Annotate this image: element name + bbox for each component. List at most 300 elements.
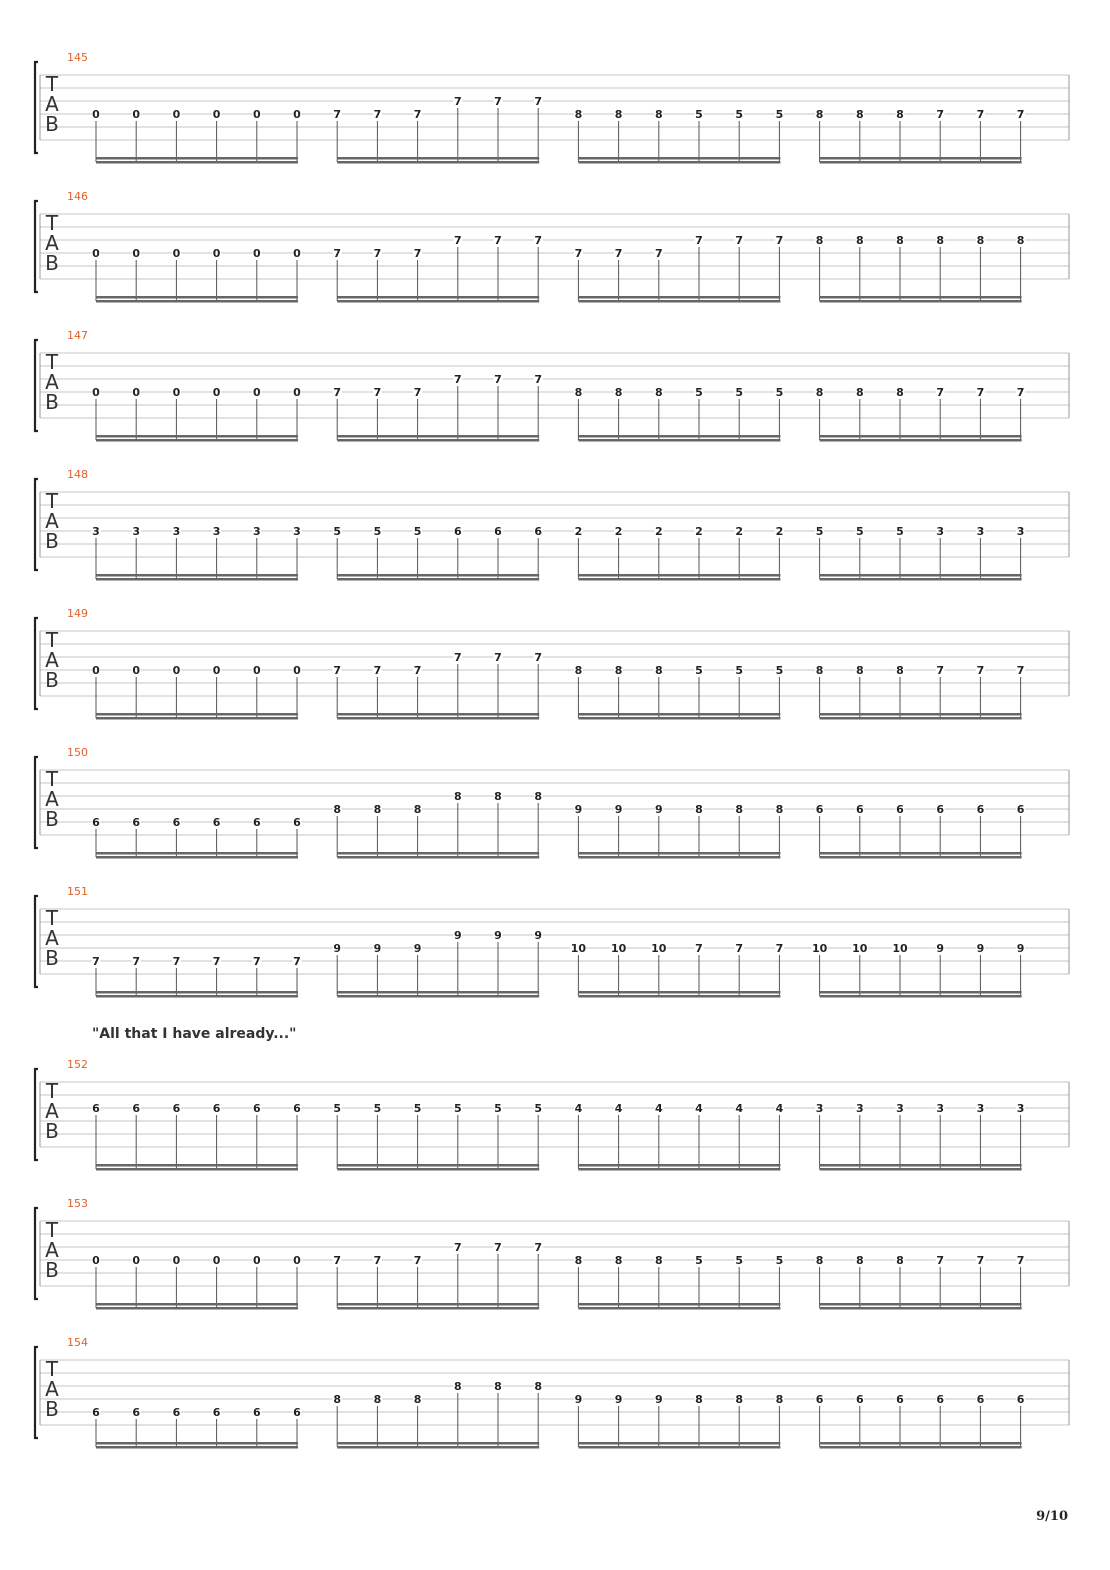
fret-number: 7 [695, 234, 703, 247]
fret-number: 7 [936, 1254, 945, 1267]
fret-number: 8 [373, 1393, 382, 1406]
beam [820, 157, 1022, 160]
fret-number: 0 [92, 386, 100, 399]
tab-clef-letter: B [45, 251, 59, 275]
beam [578, 856, 780, 859]
fret-number: 4 [695, 1102, 703, 1115]
fret-number: 8 [815, 108, 824, 121]
fret-number: 7 [333, 247, 342, 260]
tab-clef-letter: T [45, 1357, 59, 1381]
fret-number: 7 [453, 234, 462, 247]
beam [96, 435, 298, 438]
beam [96, 1446, 298, 1449]
fret-number: 0 [212, 664, 221, 677]
fret-number: 7 [735, 942, 744, 955]
fret-number: 8 [574, 108, 583, 121]
fret-number: 5 [775, 1254, 784, 1267]
fret-number: 7 [695, 942, 703, 955]
fret-number: 0 [212, 1254, 221, 1267]
fret-number: 9 [453, 929, 462, 942]
measure-number: 152 [67, 1058, 88, 1071]
fret-number: 7 [574, 247, 583, 260]
system-bracket [35, 1069, 38, 1160]
fret-number: 7 [494, 373, 502, 386]
fret-number: 6 [92, 1406, 100, 1419]
fret-number: 6 [252, 1406, 261, 1419]
fret-number: 5 [413, 525, 422, 538]
page-number: 9/10 [1036, 1509, 1068, 1524]
fret-number: 7 [976, 108, 985, 121]
beam [96, 1303, 298, 1306]
beam [820, 1442, 1022, 1445]
fret-number: 7 [976, 664, 985, 677]
fret-number: 5 [333, 1102, 342, 1115]
measure-number: 145 [67, 51, 88, 64]
fret-number: 6 [855, 1393, 864, 1406]
fret-number: 10 [651, 942, 667, 955]
tab-clef-letter: B [45, 1397, 59, 1421]
beam [96, 713, 298, 716]
fret-number: 4 [654, 1102, 663, 1115]
fret-number: 7 [534, 234, 543, 247]
measure-number: 148 [67, 468, 88, 481]
tab-clef-letter: B [45, 1119, 59, 1143]
system-bracket [35, 340, 38, 431]
fret-number: 8 [815, 234, 824, 247]
fret-number: 5 [775, 386, 784, 399]
beam [820, 578, 1022, 581]
fret-number: 7 [333, 664, 342, 677]
tab-clef-letter: T [45, 350, 59, 374]
fret-number: 2 [735, 525, 744, 538]
fret-number: 8 [896, 108, 904, 121]
fret-number: 3 [212, 525, 221, 538]
beam [96, 1442, 298, 1445]
fret-number: 5 [896, 525, 904, 538]
beam [820, 300, 1022, 303]
beam [578, 852, 780, 855]
fret-number: 0 [92, 1254, 100, 1267]
fret-number: 6 [293, 1406, 301, 1419]
fret-number: 8 [855, 664, 864, 677]
fret-number: 5 [735, 108, 744, 121]
beam [96, 439, 298, 442]
fret-number: 6 [896, 1393, 904, 1406]
fret-number: 7 [1016, 1254, 1025, 1267]
fret-number: 5 [534, 1102, 543, 1115]
tab-clef-letter: T [45, 72, 59, 96]
fret-number: 7 [534, 651, 543, 664]
tab-clef-letter: A [45, 1377, 59, 1401]
fret-number: 8 [896, 1254, 904, 1267]
fret-number: 9 [654, 1393, 663, 1406]
fret-number: 0 [293, 664, 301, 677]
fret-number: 6 [453, 525, 462, 538]
tab-clef-letter: A [45, 787, 59, 811]
fret-number: 7 [976, 386, 985, 399]
fret-number: 6 [1016, 1393, 1025, 1406]
tab-clef-letter: A [45, 648, 59, 672]
fret-number: 5 [453, 1102, 462, 1115]
tab-clef-letter: A [45, 1238, 59, 1262]
fret-number: 6 [936, 803, 945, 816]
beam [820, 717, 1022, 720]
fret-number: 8 [494, 790, 502, 803]
beam [578, 161, 780, 164]
fret-number: 9 [413, 942, 422, 955]
fret-number: 7 [92, 955, 100, 968]
fret-number: 8 [494, 1380, 502, 1393]
fret-number: 8 [574, 1254, 583, 1267]
fret-number: 8 [413, 1393, 422, 1406]
fret-number: 8 [413, 803, 422, 816]
fret-number: 6 [92, 816, 100, 829]
beam [820, 1307, 1022, 1310]
fret-number: 3 [976, 1102, 985, 1115]
fret-number: 8 [614, 386, 623, 399]
fret-number: 3 [936, 1102, 945, 1115]
fret-number: 7 [1016, 108, 1025, 121]
beam [578, 1446, 780, 1449]
fret-number: 8 [735, 803, 744, 816]
fret-number: 9 [976, 942, 985, 955]
fret-number: 0 [252, 664, 261, 677]
fret-number: 8 [574, 386, 583, 399]
fret-number: 10 [570, 942, 587, 955]
fret-number: 6 [132, 816, 141, 829]
fret-number: 3 [293, 525, 301, 538]
tab-clef-letter: A [45, 926, 59, 950]
fret-number: 8 [815, 664, 824, 677]
fret-number: 6 [172, 816, 181, 829]
beam [96, 1164, 298, 1167]
tab-clef-letter: A [45, 92, 59, 116]
fret-number: 9 [1016, 942, 1025, 955]
fret-number: 7 [936, 108, 945, 121]
fret-number: 7 [494, 95, 502, 108]
beam [820, 856, 1022, 859]
fret-number: 8 [614, 108, 623, 121]
fret-number: 7 [413, 1254, 422, 1267]
tab-clef-letter: B [45, 807, 59, 831]
beam [578, 995, 780, 998]
fret-number: 9 [614, 803, 623, 816]
fret-number: 8 [654, 1254, 663, 1267]
fret-number: 8 [614, 1254, 623, 1267]
measure-number: 150 [67, 746, 88, 759]
fret-number: 7 [413, 247, 422, 260]
beam [820, 991, 1022, 994]
beam [337, 1446, 539, 1449]
beam [96, 161, 298, 164]
fret-number: 6 [855, 803, 864, 816]
fret-number: 8 [896, 234, 904, 247]
fret-number: 7 [494, 1241, 502, 1254]
system-bracket [35, 479, 38, 570]
system-bracket [35, 201, 38, 292]
fret-number: 8 [534, 1380, 543, 1393]
fret-number: 4 [775, 1102, 784, 1115]
fret-number: 9 [936, 942, 945, 955]
beam [337, 1303, 539, 1306]
fret-number: 9 [574, 1393, 583, 1406]
fret-number: 0 [172, 1254, 181, 1267]
fret-number: 8 [815, 386, 824, 399]
fret-number: 0 [252, 386, 261, 399]
fret-number: 0 [212, 108, 221, 121]
fret-number: 10 [852, 942, 868, 955]
beam [578, 717, 780, 720]
fret-number: 6 [212, 1102, 221, 1115]
fret-number: 3 [976, 525, 985, 538]
fret-number: 9 [333, 942, 342, 955]
fret-number: 6 [293, 816, 301, 829]
fret-number: 7 [252, 955, 261, 968]
tab-clef-letter: A [45, 370, 59, 394]
beam [337, 1442, 539, 1445]
fret-number: 7 [413, 108, 422, 121]
fret-number: 5 [413, 1102, 422, 1115]
beam [337, 713, 539, 716]
fret-number: 3 [172, 525, 181, 538]
fret-number: 5 [735, 386, 744, 399]
fret-number: 0 [132, 386, 141, 399]
fret-number: 6 [936, 1393, 945, 1406]
beam [578, 1307, 780, 1310]
beam [96, 157, 298, 160]
measure-number: 153 [67, 1197, 88, 1210]
fret-number: 0 [293, 247, 301, 260]
fret-number: 6 [212, 816, 221, 829]
fret-number: 7 [172, 955, 181, 968]
beam [337, 995, 539, 998]
fret-number: 8 [654, 386, 663, 399]
lyric-annotation: "All that I have already..." [92, 1026, 297, 1042]
fret-number: 7 [936, 664, 945, 677]
beam [578, 578, 780, 581]
beam [337, 1164, 539, 1167]
tab-clef-letter: A [45, 231, 59, 255]
fret-number: 0 [132, 247, 141, 260]
fret-number: 8 [815, 1254, 824, 1267]
beam [96, 717, 298, 720]
fret-number: 7 [373, 664, 382, 677]
fret-number: 9 [534, 929, 543, 942]
fret-number: 7 [453, 1241, 462, 1254]
fret-number: 3 [1016, 525, 1025, 538]
fret-number: 7 [534, 1241, 543, 1254]
fret-number: 8 [1016, 234, 1025, 247]
fret-number: 5 [775, 664, 784, 677]
fret-number: 7 [494, 651, 502, 664]
beam [337, 157, 539, 160]
tab-clef-letter: T [45, 906, 59, 930]
beam [578, 435, 780, 438]
fret-number: 0 [252, 1254, 261, 1267]
fret-number: 7 [735, 234, 744, 247]
fret-number: 4 [735, 1102, 744, 1115]
fret-number: 0 [212, 247, 221, 260]
beam [337, 439, 539, 442]
fret-number: 8 [775, 1393, 784, 1406]
fret-number: 5 [735, 1254, 744, 1267]
beam [337, 1307, 539, 1310]
fret-number: 7 [373, 386, 382, 399]
fret-number: 7 [373, 247, 382, 260]
tab-clef-letter: A [45, 509, 59, 533]
fret-number: 8 [976, 234, 985, 247]
tab-clef-letter: A [45, 1099, 59, 1123]
fret-number: 7 [453, 95, 462, 108]
fret-number: 5 [695, 386, 703, 399]
tab-clef-letter: B [45, 1258, 59, 1282]
fret-number: 0 [293, 1254, 301, 1267]
fret-number: 8 [855, 234, 864, 247]
fret-number: 0 [132, 108, 141, 121]
tab-clef-letter: B [45, 390, 59, 414]
fret-number: 5 [855, 525, 864, 538]
fret-number: 6 [1016, 803, 1025, 816]
fret-number: 0 [172, 664, 181, 677]
beam [578, 300, 780, 303]
fret-number: 6 [92, 1102, 100, 1115]
beam [337, 991, 539, 994]
fret-number: 0 [92, 247, 100, 260]
fret-number: 2 [775, 525, 784, 538]
beam [337, 296, 539, 299]
fret-number: 8 [453, 1380, 462, 1393]
fret-number: 6 [132, 1102, 141, 1115]
system-bracket [35, 1347, 38, 1438]
fret-number: 8 [855, 108, 864, 121]
fret-number: 8 [333, 1393, 342, 1406]
fret-number: 8 [654, 664, 663, 677]
fret-number: 7 [212, 955, 221, 968]
beam [820, 713, 1022, 716]
tab-clef-letter: T [45, 211, 59, 235]
measure-number: 149 [67, 607, 88, 620]
beam [820, 852, 1022, 855]
fret-number: 8 [775, 803, 784, 816]
fret-number: 7 [413, 664, 422, 677]
fret-number: 8 [936, 234, 945, 247]
beam [820, 1164, 1022, 1167]
beam [578, 157, 780, 160]
fret-number: 9 [373, 942, 382, 955]
beam [337, 435, 539, 438]
fret-number: 3 [855, 1102, 864, 1115]
fret-number: 7 [413, 386, 422, 399]
fret-number: 0 [293, 108, 301, 121]
fret-number: 8 [614, 664, 623, 677]
fret-number: 7 [333, 1254, 342, 1267]
beam [820, 1303, 1022, 1306]
tab-clef-letter: B [45, 529, 59, 553]
fret-number: 5 [695, 1254, 703, 1267]
fret-number: 7 [654, 247, 663, 260]
fret-number: 7 [453, 651, 462, 664]
beam [337, 852, 539, 855]
fret-number: 2 [574, 525, 583, 538]
fret-number: 7 [614, 247, 623, 260]
fret-number: 7 [936, 386, 945, 399]
fret-number: 6 [132, 1406, 141, 1419]
beam [337, 300, 539, 303]
fret-number: 7 [775, 234, 784, 247]
fret-number: 6 [976, 1393, 985, 1406]
fret-number: 2 [695, 525, 703, 538]
fret-number: 7 [132, 955, 141, 968]
fret-number: 0 [172, 247, 181, 260]
tab-clef-letter: T [45, 628, 59, 652]
tab-clef-letter: T [45, 489, 59, 513]
fret-number: 7 [1016, 386, 1025, 399]
beam [337, 578, 539, 581]
fret-number: 0 [293, 386, 301, 399]
fret-number: 7 [373, 108, 382, 121]
fret-number: 10 [892, 942, 908, 955]
system-bracket [35, 1208, 38, 1299]
fret-number: 7 [293, 955, 301, 968]
measure-number: 147 [67, 329, 88, 342]
fret-number: 8 [695, 803, 703, 816]
beam [337, 161, 539, 164]
fret-number: 3 [252, 525, 261, 538]
beam [578, 1168, 780, 1171]
tab-clef-letter: B [45, 668, 59, 692]
fret-number: 8 [574, 664, 583, 677]
beam [96, 995, 298, 998]
measure-number: 151 [67, 885, 88, 898]
beam [578, 1442, 780, 1445]
beam [96, 574, 298, 577]
beam [96, 856, 298, 859]
fret-number: 9 [574, 803, 583, 816]
system-bracket [35, 618, 38, 709]
fret-number: 5 [373, 525, 382, 538]
beam [96, 1307, 298, 1310]
fret-number: 7 [453, 373, 462, 386]
beam [578, 296, 780, 299]
beam [578, 1303, 780, 1306]
beam [96, 852, 298, 855]
fret-number: 9 [654, 803, 663, 816]
fret-number: 7 [976, 1254, 985, 1267]
fret-number: 0 [92, 108, 100, 121]
beam [820, 1168, 1022, 1171]
fret-number: 6 [252, 816, 261, 829]
fret-number: 0 [172, 108, 181, 121]
tab-clef-letter: T [45, 767, 59, 791]
tab-clef-letter: T [45, 1218, 59, 1242]
fret-number: 0 [252, 247, 261, 260]
beam [578, 574, 780, 577]
beam [578, 713, 780, 716]
fret-number: 4 [574, 1102, 583, 1115]
fret-number: 6 [896, 803, 904, 816]
fret-number: 3 [92, 525, 100, 538]
beam [337, 1168, 539, 1171]
beam [96, 578, 298, 581]
fret-number: 5 [695, 664, 703, 677]
fret-number: 6 [976, 803, 985, 816]
fret-number: 5 [333, 525, 342, 538]
fret-number: 0 [92, 664, 100, 677]
tab-clef-letter: T [45, 1079, 59, 1103]
fret-number: 3 [132, 525, 141, 538]
fret-number: 4 [614, 1102, 623, 1115]
fret-number: 5 [775, 108, 784, 121]
